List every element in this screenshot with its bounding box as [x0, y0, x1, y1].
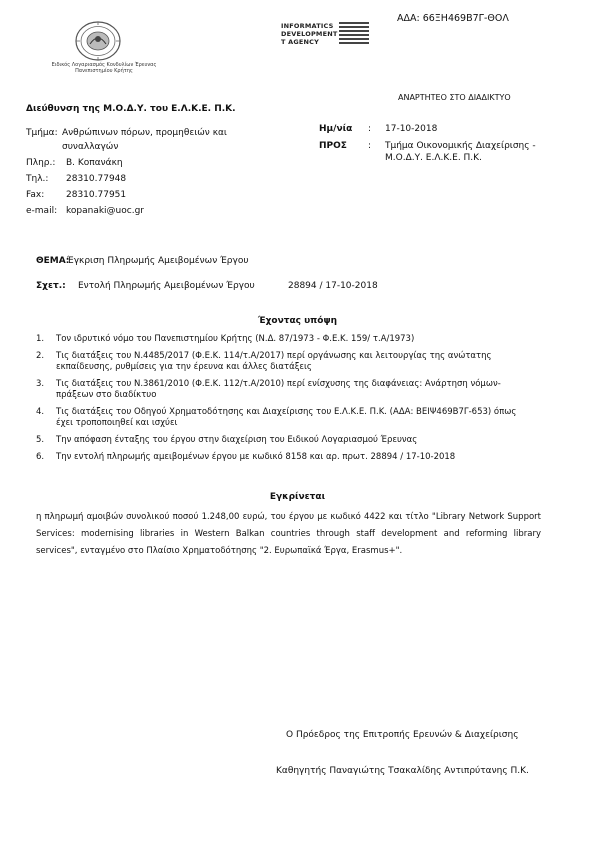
to-line-1: Τμήμα Οικονομικής Διαχείρισης -: [385, 141, 536, 151]
item-number: 5.: [36, 435, 45, 445]
email-value: kopanaki@uoc.gr: [66, 206, 144, 216]
list-item: [36, 351, 536, 373]
item-text: Τις διατάξεις του Ν.4485/2017 (Φ.Ε.Κ. 114/τ.Α/2017) περί οργάνωσης και λειτουργίας της ανώτατης εκπαίδευσης, ρυθμίσεις για την έρευνα και άλλες διατάξεις: [56, 351, 492, 372]
list-item: [36, 435, 536, 446]
item-text: Την εντολή πληρωμής αμειβομένων έργου με κωδικό 8158 και αρ. πρωτ. 28894 / 17-10-2018: [56, 452, 456, 462]
subject-label: ΘΕΜΑ:: [36, 256, 70, 266]
list-item: [36, 334, 536, 345]
ida-logo: [281, 22, 367, 48]
ida-line-3: T AGENCY: [281, 38, 320, 46]
info-label: Πληρ.:: [26, 158, 56, 168]
item-number: 6.: [36, 452, 45, 462]
item-text: Τις διατάξεις του Οδηγού Χρηματοδότησης και Διαχείρισης του Ε.Λ.Κ.Ε. Π.Κ. (ΑΔΑ: ΒΕΙΨ469Β7Γ-653) όπως έχει τροποποιηθεί και ισχύει: [56, 407, 517, 428]
considering-heading: Έχοντας υπόψη: [257, 316, 338, 326]
tel-value: 28310.77948: [66, 174, 127, 184]
to-label: ΠΡΟΣ: [319, 141, 347, 151]
ida-logo-lines-icon: [339, 22, 369, 46]
sender-title: Διεύθυνση της Μ.Ο.Δ.Υ. του Ε.Λ.Κ.Ε. Π.Κ.: [26, 104, 236, 114]
considering-list: [36, 334, 536, 469]
item-text: Τον ιδρυτικό νόμο του Πανεπιστημίου Κρήτης (Ν.Δ. 87/1973 - Φ.Ε.Κ. 159/ τ.Α/1973): [56, 334, 415, 344]
signature-name: Καθηγητής Παναγιώτης Τσακαλίδης Αντιπρύτανης Π.Κ.: [276, 766, 529, 776]
item-text: Την απόφαση ένταξης του έργου στην διαχείριση του Ειδικού Λογαριασμού Έρευνας: [56, 435, 418, 445]
fax-value: 28310.77951: [66, 190, 127, 200]
ida-line-1: INFORMATICS: [281, 22, 334, 30]
item-number: 1.: [36, 334, 45, 344]
publish-note: ΑΝΑΡΤΗΤΕΟ ΣΤΟ ΔΙΑΔΙΚΤΥΟ: [398, 93, 511, 102]
fax-label: Fax:: [26, 190, 45, 200]
list-item: [36, 407, 536, 429]
ada-code: ΑΔΑ: 66ΞΗ469Β7Γ-ΘΟΛ: [397, 13, 509, 24]
list-item: [36, 452, 536, 463]
approval-heading: Εγκρίνεται: [269, 492, 326, 502]
info-value: Β. Κοπανάκη: [66, 158, 123, 168]
date-separator: :: [368, 124, 372, 134]
logo-caption: Ειδικός Λογαριασμός Κονδυλίων Έρευνας Πανεπιστημίου Κρήτης: [51, 62, 157, 74]
reference-text: Εντολή Πληρωμής Αμειβομένων Έργου: [78, 281, 255, 291]
dept-line-1: Ανθρώπινων πόρων, προμηθειών και: [62, 128, 227, 138]
item-text: Τις διατάξεις του Ν.3861/2010 (Φ.Ε.Κ. 112/τ.Α/2010) περί ενίσχυσης της διαφάνειας: Ανάρτηση νόμων-πράξεων στο διαδίκτυο: [56, 379, 501, 400]
ida-line-2: DEVELOPMENT: [281, 30, 338, 38]
to-separator: :: [368, 141, 372, 151]
date-label: Ημ/νία: [319, 124, 353, 134]
signature-role: Ο Πρόεδρος της Επιτροπής Ερευνών & Διαχείρισης: [286, 730, 519, 740]
subject-text: Έγκριση Πληρωμής Αμειβομένων Έργου: [67, 256, 249, 266]
to-line-2: Μ.Ο.Δ.Υ. Ε.Λ.Κ.Ε. Π.Κ.: [385, 153, 482, 163]
reference-number: 28894 / 17-10-2018: [288, 281, 378, 291]
email-label: e-mail:: [26, 206, 58, 216]
list-item: [36, 379, 536, 401]
reference-label: Σχετ.:: [36, 281, 66, 291]
item-number: 2.: [36, 351, 45, 361]
dept-label: Τμήμα:: [26, 128, 58, 138]
tel-label: Τηλ.:: [26, 174, 49, 184]
dept-line-2: συναλλαγών: [62, 142, 119, 152]
date-value: 17-10-2018: [385, 124, 438, 134]
approval-text: η πληρωμή αμοιβών συνολικού ποσού 1.248,00 ευρώ, του έργου με κωδικό 4422 και τίτλο "Library Network Support Services: modernising libraries in Western Balkan countries through staff development and reforming library services", ενταγμένο στο Πλαίσιο Χρηματοδότησης "2. Ευρωπαϊκά Έργα, Erasmus+".: [36, 512, 541, 556]
item-number: 4.: [36, 407, 45, 417]
item-number: 3.: [36, 379, 45, 389]
university-seal-icon: [74, 20, 122, 62]
